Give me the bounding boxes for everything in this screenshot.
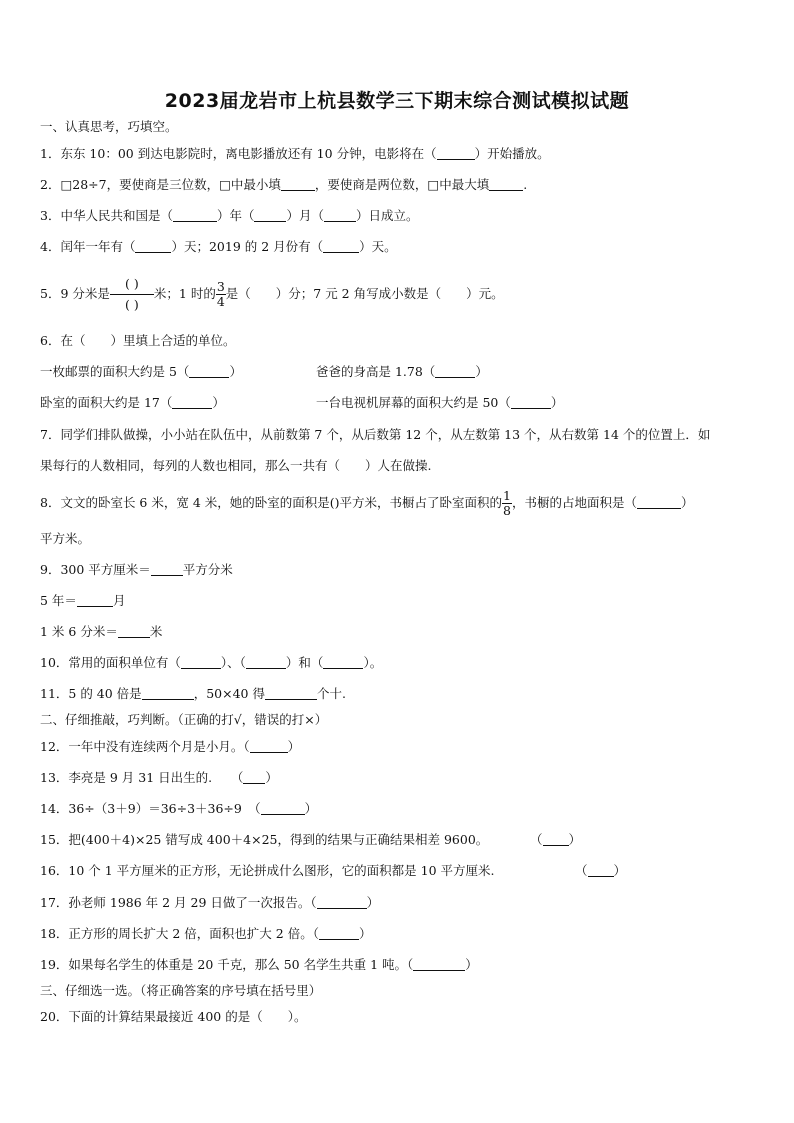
- fraction-blank[interactable]: ( ) ( ): [110, 274, 154, 315]
- fraction-one-eighth: $\frac{1}{8}$: [503, 488, 511, 518]
- answer-blank[interactable]: [324, 209, 356, 222]
- answer-blank[interactable]: [637, 496, 681, 509]
- question-6: 6．在（ ）里填上合适的单位。: [40, 333, 236, 348]
- answer-blank[interactable]: [77, 594, 113, 607]
- answer-blank[interactable]: [142, 687, 194, 700]
- question-17: 17．孙老师 1986 年 2 月 29 日做了一次报告。（ ）: [40, 895, 380, 910]
- question-9: 9．300 平方厘米＝ 平方分米: [40, 562, 233, 577]
- question-16-answer: （ ）: [575, 863, 627, 878]
- fraction-three-quarters: $\frac{3}{4}$: [216, 279, 225, 309]
- question-8-line-2: 平方米。: [40, 531, 91, 546]
- question-20: 20．下面的计算结果最接近 400 的是（ ）。: [40, 1009, 307, 1024]
- question-12: 12．一年中没有连续两个月是小月。（ ）: [40, 739, 301, 754]
- answer-blank[interactable]: [173, 209, 217, 222]
- answer-blank[interactable]: [135, 240, 171, 253]
- question-16: 16．10 个 1 平方厘米的正方形，无论拼成什么图形，它的面积都是 10 平方厘米.: [40, 863, 495, 878]
- answer-blank[interactable]: [323, 240, 359, 253]
- question-13: 13．李亮是 9 月 31 日出生的. （ ）: [40, 770, 278, 785]
- answer-blank[interactable]: [319, 927, 359, 940]
- answer-blank[interactable]: [437, 147, 475, 160]
- question-4: 4．闰年一年有（ ）天；2019 的 2 月份有（ ）天。: [40, 239, 397, 254]
- question-11: 11．5 的 40 倍是 ，50×40 得 个十.: [40, 686, 346, 701]
- section-1-heading: 一、认真思考，巧填空。: [40, 119, 178, 134]
- question-6-row-1-left: 一枚邮票的面积大约是 5（ ）: [40, 364, 242, 379]
- question-7-line-1: 7．同学们排队做操，小小站在队伍中，从前数第 7 个，从后数第 12 个，从左数第 13 个，从右数第 14 个的位置上．如: [40, 427, 711, 442]
- answer-blank[interactable]: [435, 365, 475, 378]
- answer-blank[interactable]: [246, 656, 286, 669]
- question-3: 3．中华人民共和国是（ ）年（ ）月（ ）日成立。: [40, 208, 419, 223]
- question-9-part-3: 1 米 6 分米＝ 米: [40, 624, 163, 639]
- answer-blank[interactable]: [151, 563, 183, 576]
- question-6-row-1-right: 爸爸的身高是 1.78（ ）: [316, 364, 488, 379]
- answer-blank[interactable]: [323, 656, 363, 669]
- answer-blank[interactable]: [181, 656, 221, 669]
- section-2-heading: 二、仔细推敲，巧判断。（正确的打√，错误的打×）: [40, 712, 328, 727]
- answer-blank[interactable]: [243, 771, 265, 784]
- answer-blank[interactable]: [543, 833, 569, 846]
- answer-blank[interactable]: [281, 178, 315, 191]
- answer-blank[interactable]: [511, 396, 551, 409]
- question-14: 14．36÷（3＋9）＝36÷3＋36÷9 （ ）: [40, 801, 318, 816]
- section-3-heading: 三、仔细选一选。（将正确答案的序号填在括号里）: [40, 983, 322, 998]
- question-1: 1．东东 10：00 到达电影院时，离电影播放还有 10 分钟，电影将在（ ）开始播放。: [40, 146, 550, 161]
- answer-blank[interactable]: [172, 396, 212, 409]
- answer-blank[interactable]: [265, 687, 317, 700]
- answer-blank[interactable]: [118, 625, 150, 638]
- answer-blank[interactable]: [189, 365, 229, 378]
- question-8: 8．文文的卧室长 6 米，宽 4 米，她的卧室的面积是()平方米，书橱占了卧室面积的 $\frac{1}{8}$ ，书橱的占地面积是（ ）: [40, 488, 694, 518]
- answer-blank[interactable]: [261, 802, 305, 815]
- question-15: 15．把(400＋4)×25 错写成 400＋4×25，得到的结果与正确结果相差 9600。: [40, 832, 489, 847]
- answer-blank[interactable]: [250, 740, 288, 753]
- question-10: 10．常用的面积单位有（ ）、（ ）和（ ）。: [40, 655, 383, 670]
- question-5: 5．9 分米是 ( ) ( )米；1 时的 $\frac{3}{4}$ 是（ ）分；7 元 2 角写成小数是（ ）元。: [40, 270, 504, 318]
- answer-blank[interactable]: [413, 958, 465, 971]
- answer-blank[interactable]: [489, 178, 523, 191]
- question-18: 18．正方形的周长扩大 2 倍，面积也扩大 2 倍。（ ）: [40, 926, 372, 941]
- answer-blank[interactable]: [317, 896, 367, 909]
- answer-blank[interactable]: [254, 209, 286, 222]
- question-9-part-2: 5 年＝ 月: [40, 593, 126, 608]
- answer-blank[interactable]: [588, 864, 614, 877]
- question-7-line-2: 果每行的人数相同，每列的人数也相同，那么一共有（ ）人在做操.: [40, 458, 432, 473]
- question-15-answer: （ ）: [530, 832, 582, 847]
- question-6-row-2-right: 一台电视机屏幕的面积大约是 50（ ）: [316, 395, 564, 410]
- question-2: 2．□28÷7，要使商是三位数，□中最小填 ，要使商是两位数，□中最大填 .: [40, 177, 528, 192]
- question-6-row-2-left: 卧室的面积大约是 17（ ）: [40, 395, 225, 410]
- question-19: 19．如果每名学生的体重是 20 千克，那么 50 名学生共重 1 吨。（ ）: [40, 957, 478, 972]
- page-title: 2023届龙岩市上杭县数学三下期末综合测试模拟试题: [164, 90, 630, 112]
